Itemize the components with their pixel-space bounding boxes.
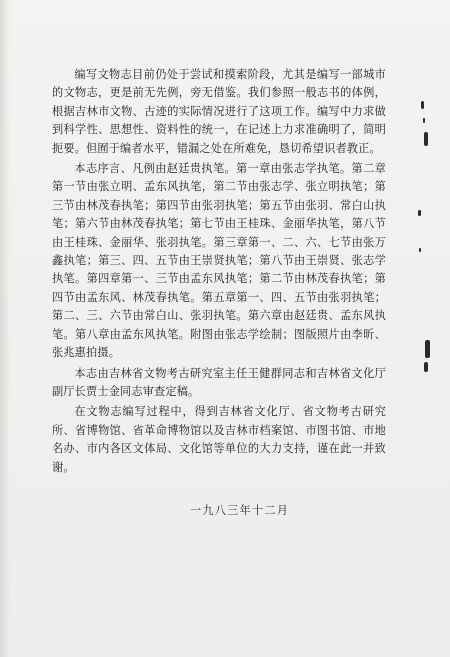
scan-speck (421, 101, 424, 109)
paragraph-intro: 编写文物志目前仍处于尝试和摸索阶段，尤其是编写一部城市的文物志，更是前无先例，旁无借鉴。我们参照一般志书的体例，根据吉林市文物、古迹的实际情况进行了这项工作。编写中力求做到科学性、思想性、资料性的统一，在记述上力求准确明了，简明扼要。但囿于编者水平，错漏之处在所难免，恳切希望识者教正。 (52, 68, 386, 155)
page-edge-shadow (0, 0, 10, 657)
scan-speck (419, 248, 421, 252)
scan-speck (418, 210, 421, 216)
scan-speck (423, 118, 425, 123)
scan-speck (424, 132, 428, 146)
postscript-body (52, 66, 386, 479)
paragraph-review: 本志由吉林省文物考古研究室主任王健群同志和吉林省文化厅副厅长贾士金同志审查定稿。 (52, 366, 386, 398)
paragraph-thanks: 在文物志编写过程中，得到吉林省文化厅、省文物考古研究所、省博物馆、省革命博物馆以及吉林市档案馆、市图书馆、市地名办、市内各区文体局、文化馆等单位的大力支持，谨在此一并致谢。 (52, 405, 386, 474)
scan-speck (425, 340, 430, 358)
document-date: 一九八三年十二月 (190, 504, 290, 517)
paragraph-authors: 本志序言、凡例由赵廷贵执笔。第一章由张志学执笔。第二章第一节由张立明、孟东风执笔，第二节由张志学、张立明执笔；第三节由林茂春执笔；第四节由张羽执笔；第五节由张羽、常白山执笔；第六节由林茂春执笔；第七节由王桂珠、金丽华执笔，第八节由王桂珠、金丽华、张羽执笔。第三章第一、二、六、七节由张万鑫执笔；第三、四、五节由王崇贤执笔；第八节由王崇贤、张志学执笔。第四章第一、三节由孟东风执笔；第二节由林茂春执笔；第四节由孟东风、林茂春执笔。第五章第一、四、五节由张羽执笔；第二、三、六节由常白山、张羽执笔。第六章由赵廷贵、孟东风执笔。第八章由孟东风执笔。附图由张志学绘制；图版照片由李昕、张兆惠拍摄。 (52, 162, 386, 360)
scan-speck (424, 362, 428, 372)
